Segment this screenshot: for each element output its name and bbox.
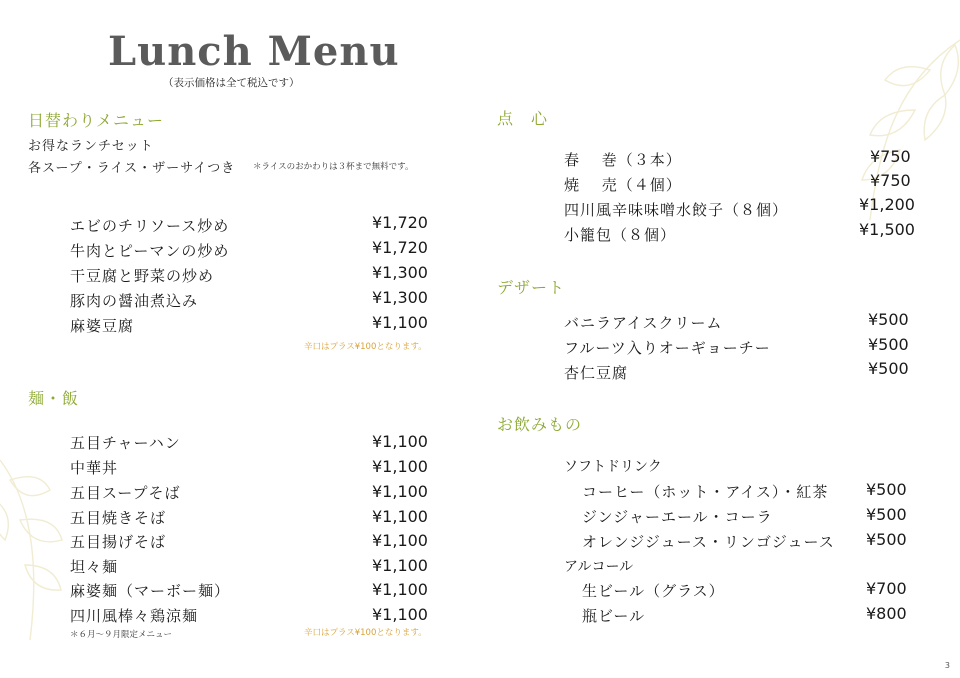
spicy-extra-note: 辛口はプラス¥100となります。 [304,342,427,352]
menu-item-price: ¥500 [868,359,909,378]
menu-item-name: エビのチリソース炒め [70,217,230,235]
limited-season-note: ＊６月～９月限定メニュー [70,630,173,640]
menu-item-name: 干豆腐と野菜の炒め [70,267,215,285]
menu-item-price: ¥1,100 [372,313,428,332]
page-number: 3 [944,661,950,670]
menu-item-price: ¥700 [866,579,907,598]
menu-item-name: 瓶ビール [582,607,646,625]
menu-item-name: 小籠包（８個） [564,226,677,244]
menu-item-price: ¥1,500 [859,220,915,239]
menu-item-name: ジンジャーエール・コーラ [582,508,773,526]
menu-item-name: 麻婆麺（マーボー麺） [70,582,231,600]
menu-item-price: ¥1,720 [372,213,428,232]
soft-drink-label: ソフトドリンク [564,459,662,475]
daily-menu-line1: お得なランチセット [28,139,154,154]
menu-item-price: ¥1,100 [372,457,428,476]
menu-item-price: ¥1,720 [372,238,428,257]
menu-item-name: 五目スープそば [70,484,181,502]
tax-included-note: （表示価格は全て税込です） [163,77,300,89]
menu-item-name: 杏仁豆腐 [564,364,629,382]
menu-item-name: 五目チャーハン [70,434,181,452]
menu-item-price: ¥1,100 [372,482,428,501]
daily-menu-line2: 各スープ・ライス・ザーサイつき [28,161,236,176]
menu-item-price: ¥1,100 [372,531,428,550]
menu-item-name: 牛肉とピーマンの炒め [70,242,230,260]
menu-item-name: フルーツ入りオーギョーチー [564,339,771,357]
menu-item-name: 春 巻（３本） [564,151,682,169]
menu-item-price: ¥750 [870,171,911,190]
noodles-rice-heading: 麺・飯 [28,389,80,408]
menu-item-price: ¥1,100 [372,580,428,599]
menu-item-name: 焼 売（４個） [564,176,682,194]
menu-item-name: 四川風棒々鶏涼麺 [70,607,199,625]
menu-item-price: ¥500 [866,505,907,524]
menu-item-price: ¥800 [866,604,907,623]
menu-item-name: 豚肉の醤油煮込み [70,292,199,310]
menu-item-name: 坦々麺 [70,558,119,576]
menu-item-price: ¥500 [866,530,907,549]
alcohol-label: アルコール [564,559,634,575]
menu-item-name: 五目焼きそば [70,509,167,527]
menu-item-price: ¥1,200 [859,195,915,214]
menu-item-name: コーヒー（ホット・アイス）・紅茶 [582,483,829,501]
menu-item-price: ¥500 [868,335,909,354]
drinks-heading: お飲みもの [497,415,583,434]
menu-item-price: ¥1,300 [372,288,428,307]
dessert-heading: デザート [497,278,566,297]
menu-item-name: 四川風辛味味噌水餃子（８個） [564,201,789,219]
rice-refill-note: ＊ライスのおかわりは３杯まで無料です。 [253,162,414,172]
menu-item-price: ¥1,100 [372,556,428,575]
menu-item-price: ¥1,100 [372,507,428,526]
menu-item-name: 生ビール（グラス） [582,582,725,600]
menu-item-name: オレンジジュース・リンゴジュース [582,533,835,551]
menu-item-name: 中華丼 [70,459,119,477]
menu-item-price: ¥1,100 [372,605,428,624]
menu-item-price: ¥1,300 [372,263,428,282]
menu-item-name: 麻婆豆腐 [70,317,135,335]
menu-item-price: ¥1,100 [372,432,428,451]
menu-item-name: 五目揚げそば [70,533,167,551]
menu-item-price: ¥750 [870,147,911,166]
menu-item-name: バニラアイスクリーム [564,314,723,332]
menu-item-price: ¥500 [868,310,909,329]
page-title: Lunch Menu [108,28,400,75]
spicy-extra-note: 辛口はプラス¥100となります。 [304,628,427,638]
dimsum-heading: 点 心 [497,109,549,128]
daily-menu-heading: 日替わりメニュー [28,111,165,130]
menu-item-price: ¥500 [866,480,907,499]
